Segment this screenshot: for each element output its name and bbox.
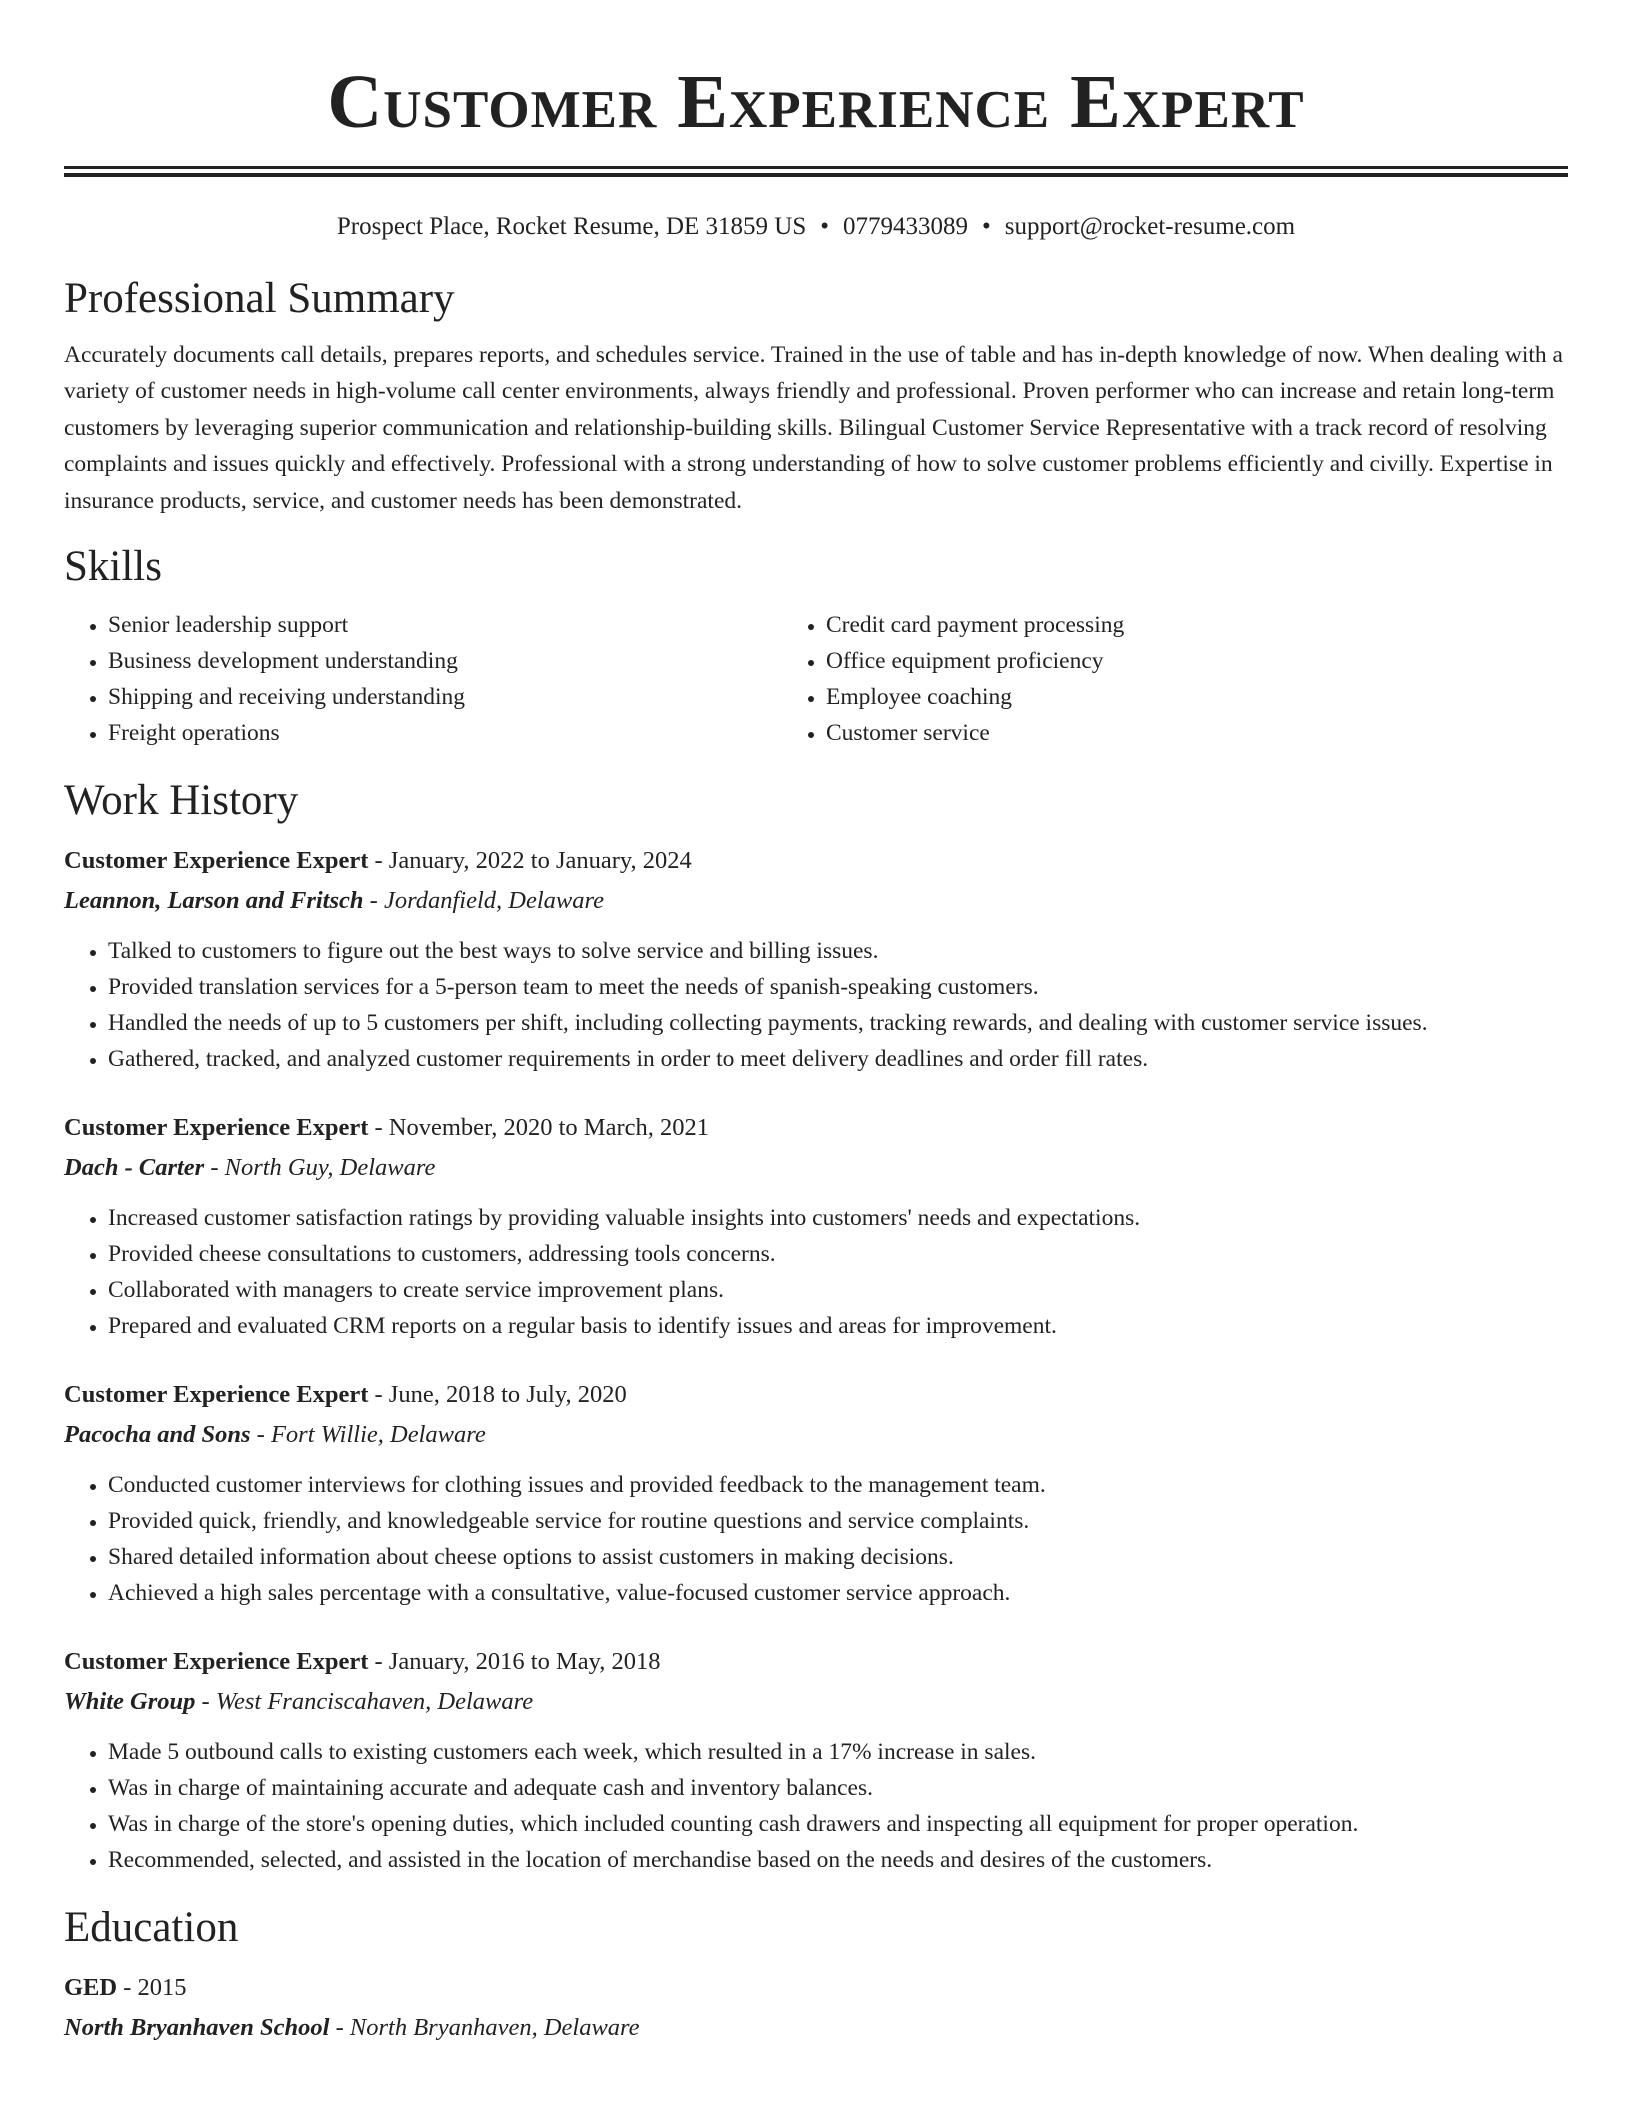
summary-heading: Professional Summary — [64, 275, 455, 322]
job-dash: - — [368, 847, 389, 875]
education-school-line — [64, 2008, 1568, 2048]
job-dates: November, 2020 to March, 2021 — [388, 1114, 709, 1142]
contact-line — [64, 211, 1568, 243]
resume-title: Customer Experience Expert — [327, 60, 1305, 144]
skill-item: • Customer service — [826, 715, 1124, 751]
job-location: Fort Willie, Delaware — [270, 1421, 486, 1449]
job-bullet: • Handled the needs of up to 5 customers per shift, including collecting payments, tracking rewards, and dealing with customer service issues. — [108, 1005, 1568, 1041]
job-dash: - — [204, 1154, 225, 1182]
job-dates: June, 2018 to July, 2020 — [388, 1381, 627, 1409]
title-divider — [64, 166, 1568, 177]
job-company: Pacocha and Sons — [64, 1421, 251, 1449]
job-company: Dach - Carter — [64, 1154, 205, 1182]
job-title: Customer Experience Expert — [64, 1114, 369, 1142]
job-bullet: • Conducted customer interviews for clothing issues and provided feedback to the management team. — [108, 1467, 1568, 1503]
job-entry — [64, 1108, 1568, 1344]
job-company-line — [64, 881, 1568, 921]
job-title-line — [64, 1375, 1568, 1415]
job-title: Customer Experience Expert — [64, 1648, 369, 1676]
job-bullet: • Achieved a high sales percentage with a consultative, value-focused customer service approach. — [108, 1575, 1568, 1611]
skills-column-left — [64, 607, 762, 751]
job-entry — [64, 1375, 1568, 1611]
job-title: Customer Experience Expert — [64, 847, 369, 875]
education-location: North Bryanhaven, Delaware — [349, 2014, 640, 2042]
education-dash: - — [329, 2014, 350, 2042]
job-bullets — [64, 933, 1568, 1077]
job-company: White Group — [64, 1688, 196, 1716]
education-degree: GED — [64, 1974, 118, 2002]
contact-separator: • — [982, 213, 991, 240]
job-company-line — [64, 1682, 1568, 1722]
contact-phone: 0779433089 — [843, 213, 969, 240]
job-bullet: • Gathered, tracked, and analyzed customer requirements in order to meet delivery deadlines and order fill rates. — [108, 1041, 1568, 1077]
job-bullet: • Made 5 outbound calls to existing customers each week, which resulted in a 17% increase in sales. — [108, 1734, 1568, 1770]
skills-heading: Skills — [64, 543, 162, 591]
job-bullets — [64, 1200, 1568, 1344]
job-company: Leannon, Larson and Fritsch — [64, 887, 364, 915]
job-location: West Franciscahaven, Delaware — [215, 1688, 534, 1716]
job-company-line — [64, 1415, 1568, 1455]
job-dash: - — [368, 1648, 389, 1676]
skill-item: • Credit card payment processing — [826, 607, 1124, 643]
job-dash: - — [195, 1688, 216, 1716]
job-dash: - — [363, 887, 384, 915]
job-entry — [64, 1642, 1568, 1878]
job-dash: - — [368, 1114, 389, 1142]
skills-column-right — [782, 607, 1124, 751]
skill-item: • Office equipment proficiency — [826, 643, 1124, 679]
contact-separator: • — [820, 213, 830, 240]
job-bullet: • Talked to customers to figure out the best ways to solve service and billing issues. — [108, 933, 1568, 969]
skill-item: • Business development understanding — [108, 643, 762, 679]
summary-text: Accurately documents call details, prepares reports, and schedules service. Trained in the use of table and has in-depth knowledge of now. When dealing with a variety of customer needs in high-volume call center environments, always friendly and professional. Proven performer who can increase and retain long-term customers by leveraging superior communication and relationship-building skills. Bilingual Customer Service Representative with a track record of resolving complaints and issues quickly and effectively. Professional with a strong understanding of how to solve customer problems efficiently and civilly. Expertise in insurance products, service, and customer needs has been demonstrated. — [64, 342, 1563, 514]
job-bullets — [64, 1734, 1568, 1878]
education-school: North Bryanhaven School — [64, 2014, 330, 2042]
skill-item: • Shipping and receiving understanding — [108, 679, 762, 715]
education-dash: - — [117, 1974, 138, 2002]
skill-item: • Freight operations — [108, 715, 762, 751]
job-bullets — [64, 1467, 1568, 1611]
job-dash: - — [368, 1381, 389, 1409]
job-bullet: • Was in charge of maintaining accurate and adequate cash and inventory balances. — [108, 1770, 1568, 1806]
job-company-line — [64, 1148, 1568, 1188]
contact-address: Prospect Place, Rocket Resume, DE 31859 US — [336, 213, 807, 240]
education-entry — [64, 1968, 1568, 2048]
job-bullet: • Collaborated with managers to create service improvement plans. — [108, 1272, 1568, 1308]
skill-item: • Employee coaching — [826, 679, 1124, 715]
education-year: 2015 — [137, 1974, 187, 2002]
job-bullet: • Provided translation services for a 5-person team to meet the needs of spanish-speaking customers. — [108, 969, 1568, 1005]
job-location: North Guy, Delaware — [224, 1154, 436, 1182]
job-bullet: • Prepared and evaluated CRM reports on a regular basis to identify issues and areas for improvement. — [108, 1308, 1568, 1344]
job-bullet: • Was in charge of the store's opening duties, which included counting cash drawers and inspecting all equipment for proper operation. — [108, 1806, 1568, 1842]
job-title: Customer Experience Expert — [64, 1381, 369, 1409]
job-location: Jordanfield, Delaware — [383, 887, 604, 915]
job-dash: - — [250, 1421, 271, 1449]
job-title-line — [64, 1108, 1568, 1148]
job-dates: January, 2022 to January, 2024 — [388, 847, 692, 875]
job-bullet: • Shared detailed information about cheese options to assist customers in making decisions. — [108, 1539, 1568, 1575]
job-bullet: • Provided quick, friendly, and knowledgeable service for routine questions and service complaints. — [108, 1503, 1568, 1539]
job-bullet: • Increased customer satisfaction ratings by providing valuable insights into customers' needs and expectations. — [108, 1200, 1568, 1236]
education-heading: Education — [64, 1904, 239, 1952]
job-title-line — [64, 1642, 1568, 1682]
skill-item: • Senior leadership support — [108, 607, 762, 643]
job-dates: January, 2016 to May, 2018 — [388, 1648, 661, 1676]
contact-email: support@rocket-resume.com — [1004, 213, 1296, 240]
job-bullet: • Provided cheese consultations to customers, addressing tools concerns. — [108, 1236, 1568, 1272]
skills-list — [64, 607, 1568, 751]
job-bullet: • Recommended, selected, and assisted in the location of merchandise based on the needs and desires of the customers. — [108, 1842, 1568, 1878]
education-degree-line — [64, 1968, 1568, 2008]
work-history-heading: Work History — [64, 777, 299, 825]
job-title-line — [64, 841, 1568, 881]
job-entry — [64, 841, 1568, 1077]
